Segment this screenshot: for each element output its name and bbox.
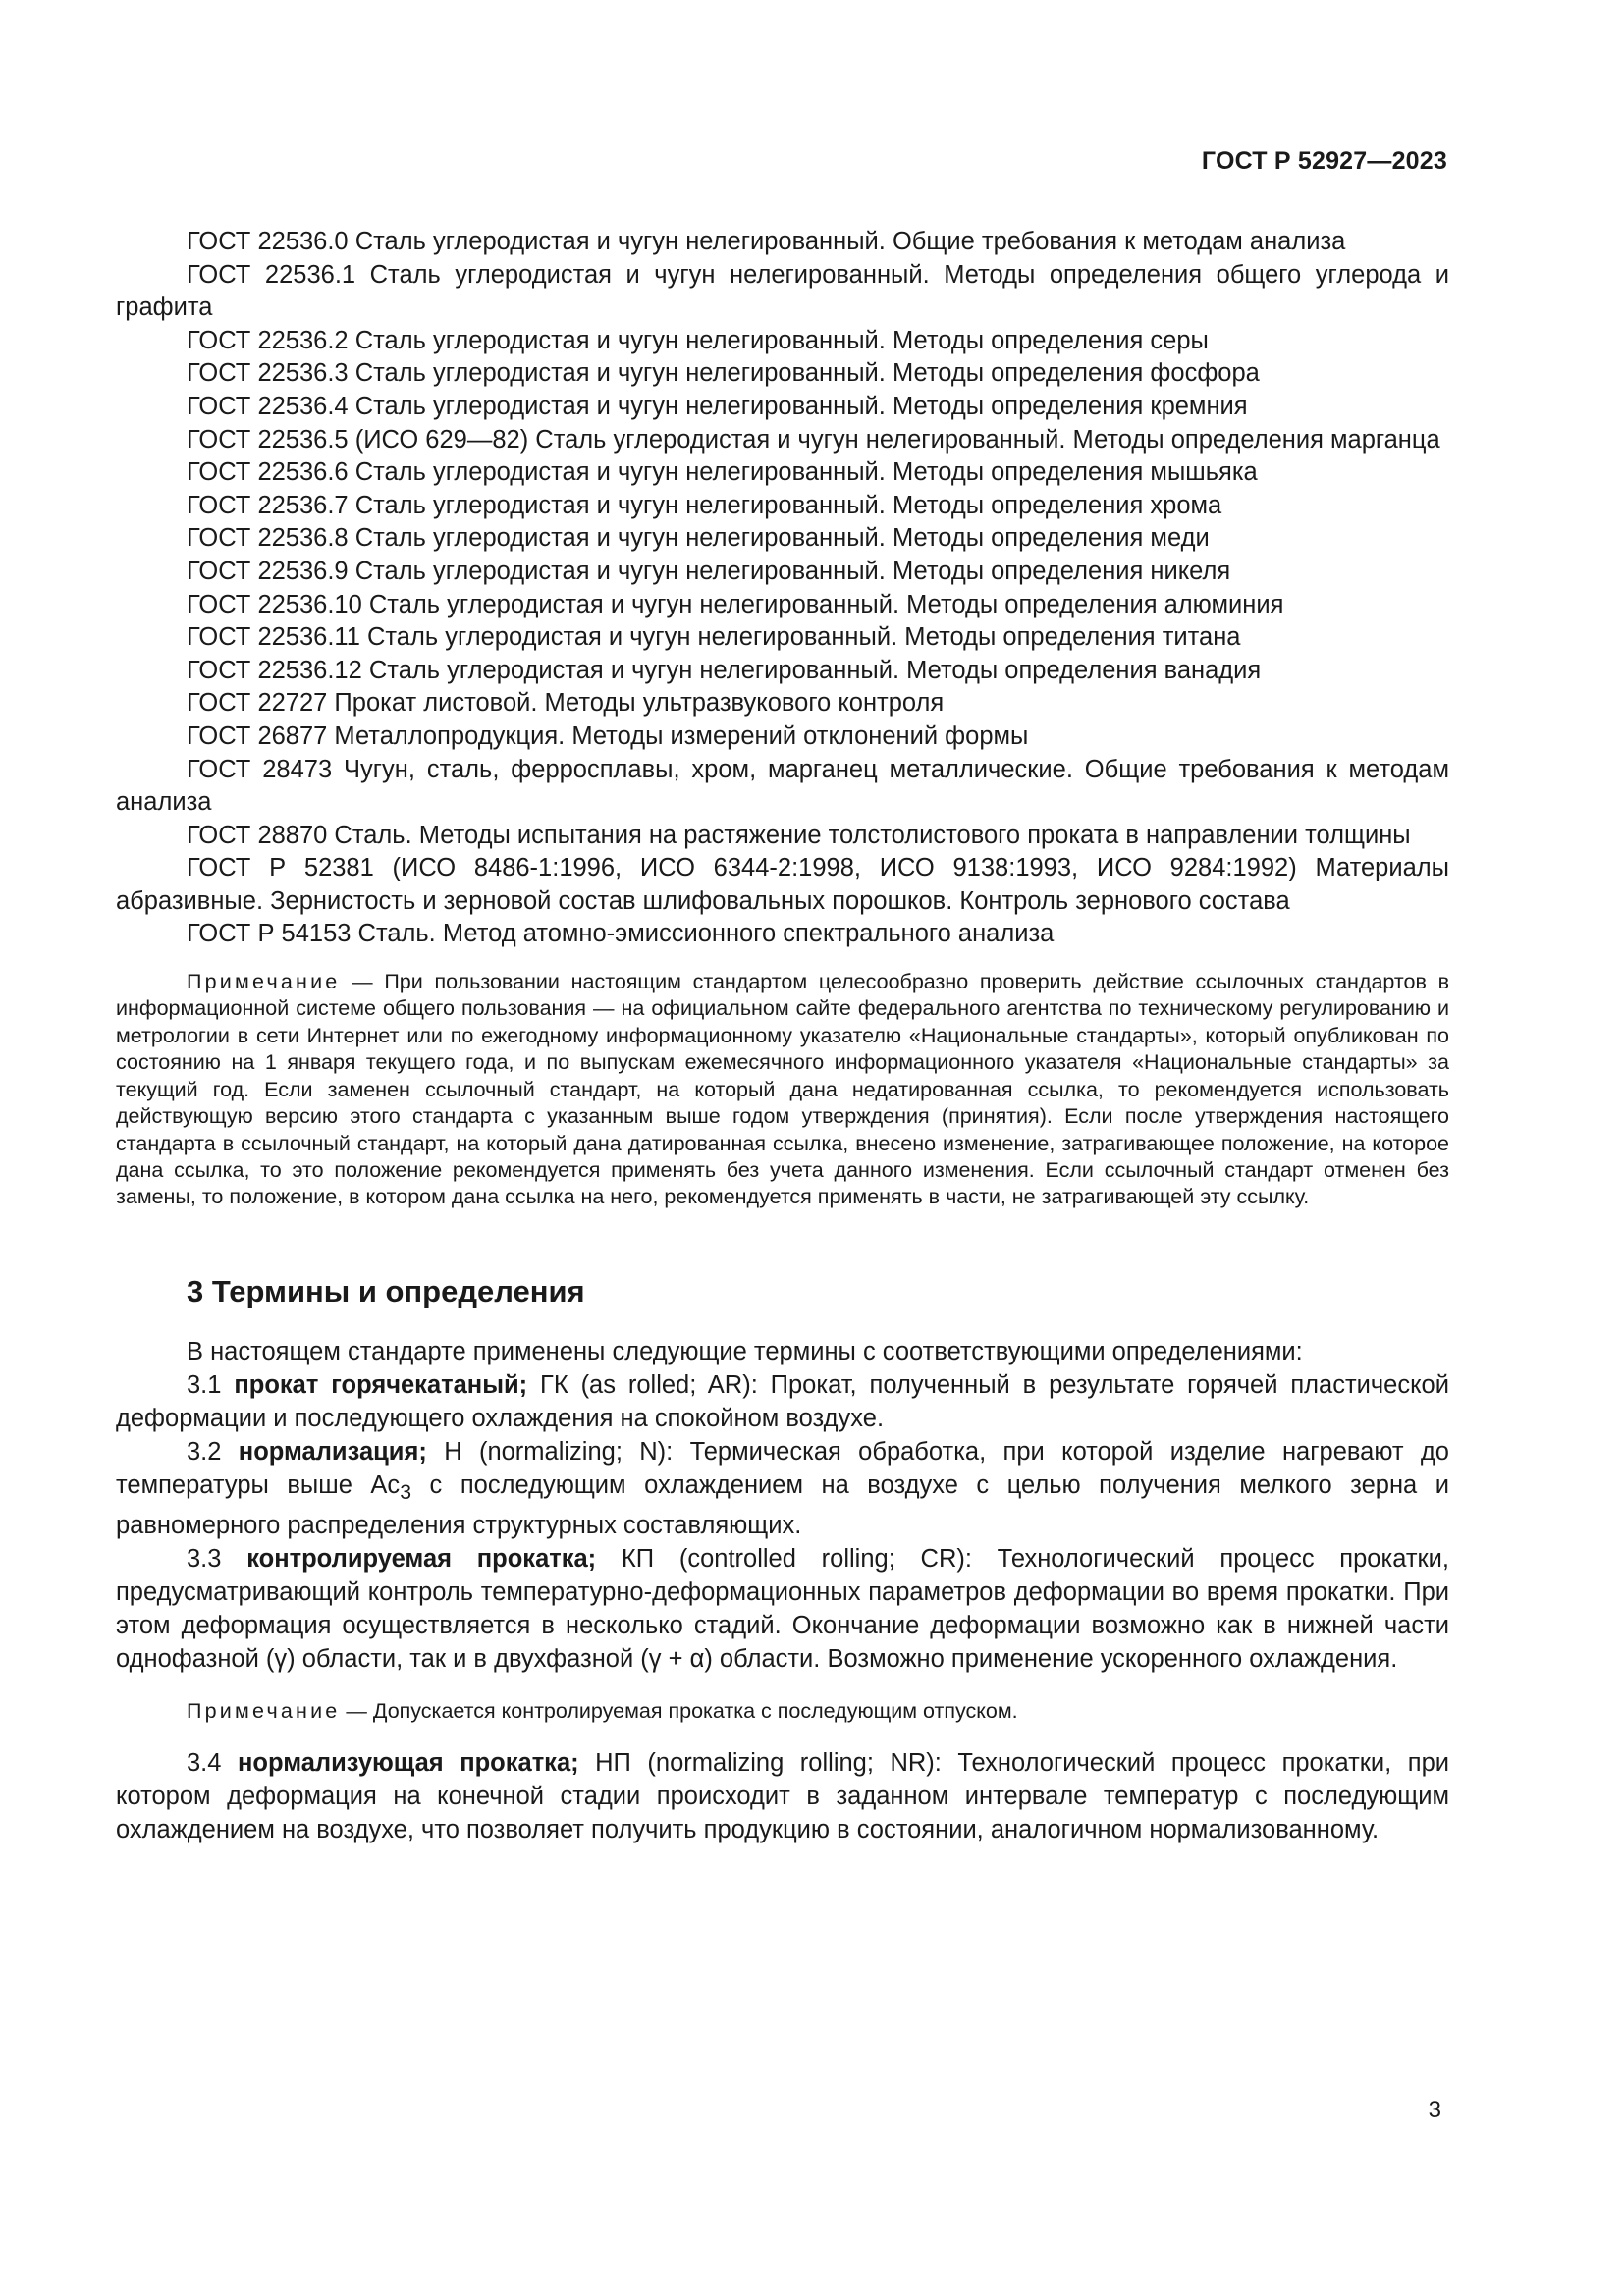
- reference-item: ГОСТ 22536.11 Сталь углеродистая и чугун нелегированный. Методы определения титана: [187, 623, 1241, 652]
- term-number: 3.4: [187, 1748, 238, 1777]
- reference-item: ГОСТ 22536.4 Сталь углеродистая и чугун нелегированный. Методы определения кремния: [187, 392, 1248, 420]
- term-name: нормализующая прокатка;: [237, 1748, 579, 1777]
- reference-item: ГОСТ 22536.9 Сталь углеродистая и чугун нелегированный. Методы определения никеля: [187, 557, 1231, 585]
- section-title: 3 Термины и определения: [187, 1273, 585, 1308]
- term-3-1: [116, 1368, 1449, 1435]
- reference-item: ГОСТ 22536.1 Сталь углеродистая и чугун нелегированный. Методы определения общего углерода и графита: [116, 260, 1449, 322]
- reference-item: ГОСТ 26877 Металлопродукция. Методы измерений отклонений формы: [187, 721, 1029, 750]
- term-number: 3.1: [187, 1370, 235, 1399]
- section-intro: В настоящем стандарте применены следующие термины с соответствующими определениями:: [187, 1337, 1303, 1365]
- reference-item: ГОСТ 22536.7 Сталь углеродистая и чугун нелегированный. Методы определения хрома: [187, 491, 1222, 519]
- references-note: [116, 969, 1449, 1211]
- reference-item: ГОСТ 28473 Чугун, сталь, ферросплавы, хром, марганец металлические. Общие требования к методам анализа: [116, 755, 1449, 817]
- term-name: прокат горячекатаный;: [234, 1370, 528, 1399]
- reference-item: ГОСТ 22536.0 Сталь углеродистая и чугун нелегированный. Общие требования к методам анализа: [187, 228, 1346, 255]
- term-definition-cont: с последующим охлаждением на воздухе с целью получения мелкого зерна и равномерного распределения структурных составляющих.: [116, 1470, 1449, 1539]
- reference-item: ГОСТ 22536.6 Сталь углеродистая и чугун нелегированный. Методы определения мышьяка: [187, 458, 1258, 487]
- reference-item: ГОСТ Р 54153 Сталь. Метод атомно-эмиссионного спектрального анализа: [187, 920, 1055, 948]
- note-label: Примечание: [187, 970, 341, 994]
- term-definition: ГК (as rolled; AR): Прокат, полученный в результате горячей пластической деформации и последующего охлаждения на спокойном воздухе.: [116, 1370, 1449, 1432]
- note-text: — Допускается контролируемая прокатка с последующим отпуском.: [340, 1698, 1018, 1723]
- reference-item: ГОСТ 22536.3 Сталь углеродистая и чугун нелегированный. Методы определения фосфора: [187, 359, 1260, 388]
- term-definition: НП (normalizing rolling; NR): Технологический процесс прокатки, при котором деформация на конечной стадии происходит в заданном интервале температур с последующим охлаждением на воздухе, что позволяет получить продукцию в состоянии, аналогичном нормализованному.: [116, 1748, 1449, 1843]
- reference-item: ГОСТ Р 52381 (ИСО 8486-1:1996, ИСО 6344-2:1998, ИСО 9138:1993, ИСО 9284:1992) Материалы абразивные. Зернистость и зерновой состав шлифовальных порошков. Контроль зернового состава: [116, 854, 1449, 915]
- term-3-4: [116, 1746, 1449, 1846]
- term-name: контролируемая прокатка;: [246, 1544, 597, 1573]
- page-number: 3: [1428, 2097, 1441, 2123]
- terms-section: [116, 1335, 1449, 1846]
- subscript: 3: [400, 1479, 412, 1504]
- term-number: 3.3: [187, 1544, 247, 1573]
- term-name: нормализация;: [238, 1437, 427, 1466]
- reference-item: ГОСТ 28870 Сталь. Методы испытания на растяжение толстолистового проката в направлении толщины: [187, 821, 1411, 849]
- reference-item: ГОСТ 22536.5 (ИСО 629—82) Сталь углеродистая и чугун нелегированный. Методы определения марганца: [187, 425, 1440, 454]
- term-3-2: [116, 1435, 1449, 1542]
- term-number: 3.2: [187, 1437, 239, 1466]
- reference-item: ГОСТ 22536.8 Сталь углеродистая и чугун нелегированный. Методы определения меди: [187, 524, 1210, 553]
- document-body: [116, 226, 1449, 1846]
- reference-item: ГОСТ 22536.12 Сталь углеродистая и чугун нелегированный. Методы определения ванадия: [187, 656, 1262, 684]
- document-header-id: ГОСТ Р 52927—2023: [1201, 147, 1447, 175]
- term-definition: КП (controlled rolling; CR): Технологический процесс прокатки, предусматривающий контроль температурно-деформационных параметров деформации во время прокатки. При этом деформация осуществляется в несколько стадий. Окончание деформации возможно как в нижней части однофазной (γ) области, так и в двухфазной (γ + α) области. Возможно применение ускоренного охлаждения.: [116, 1544, 1449, 1673]
- term-definition: Н (normalizing; N): Термическая обработка, при которой изделие нагревают до температуры выше Ac: [116, 1437, 1449, 1499]
- reference-item: ГОСТ 22536.10 Сталь углеродистая и чугун нелегированный. Методы определения алюминия: [187, 590, 1284, 618]
- reference-item: ГОСТ 22727 Прокат листовой. Методы ультразвукового контроля: [187, 689, 945, 718]
- note-text: — При пользовании настоящим стандартом целесообразно проверить действие ссылочных стандартов в информационной системе общего пользования — на официальном сайте федерального агентства по техническому регулированию и метрологии в сети Интернет или по ежегодному информационному указателю «Национальные стандарты», который опубликован по состоянию на 1 января текущего года, и по выпускам ежемесячного информационного указателя «Национальные стандарты» за текущий год. Если заменен ссылочный стандарт, на который дана недатированная ссылка, то рекомендуется использовать действующую версию этого стандарта с указанным выше годом утверждения (принятия). Если после утверждения настоящего стандарта в ссылочный стандарт, на который дана датированная ссылка, внесено изменение, затрагивающее положение, на которое дана ссылка, то это положение рекомендуется применять без учета данного изменения. Если ссылочный стандарт отменен без замены, то положение, в котором дана ссылка на него, рекомендуется применять в части, не затрагивающей эту ссылку.: [116, 970, 1449, 1209]
- reference-item: ГОСТ 22536.2 Сталь углеродистая и чугун нелегированный. Методы определения серы: [187, 326, 1209, 354]
- term-3-3: [116, 1542, 1449, 1676]
- normative-references-list: [116, 226, 1449, 951]
- term-note: [116, 1697, 1449, 1725]
- note-label: Примечание: [187, 1698, 341, 1723]
